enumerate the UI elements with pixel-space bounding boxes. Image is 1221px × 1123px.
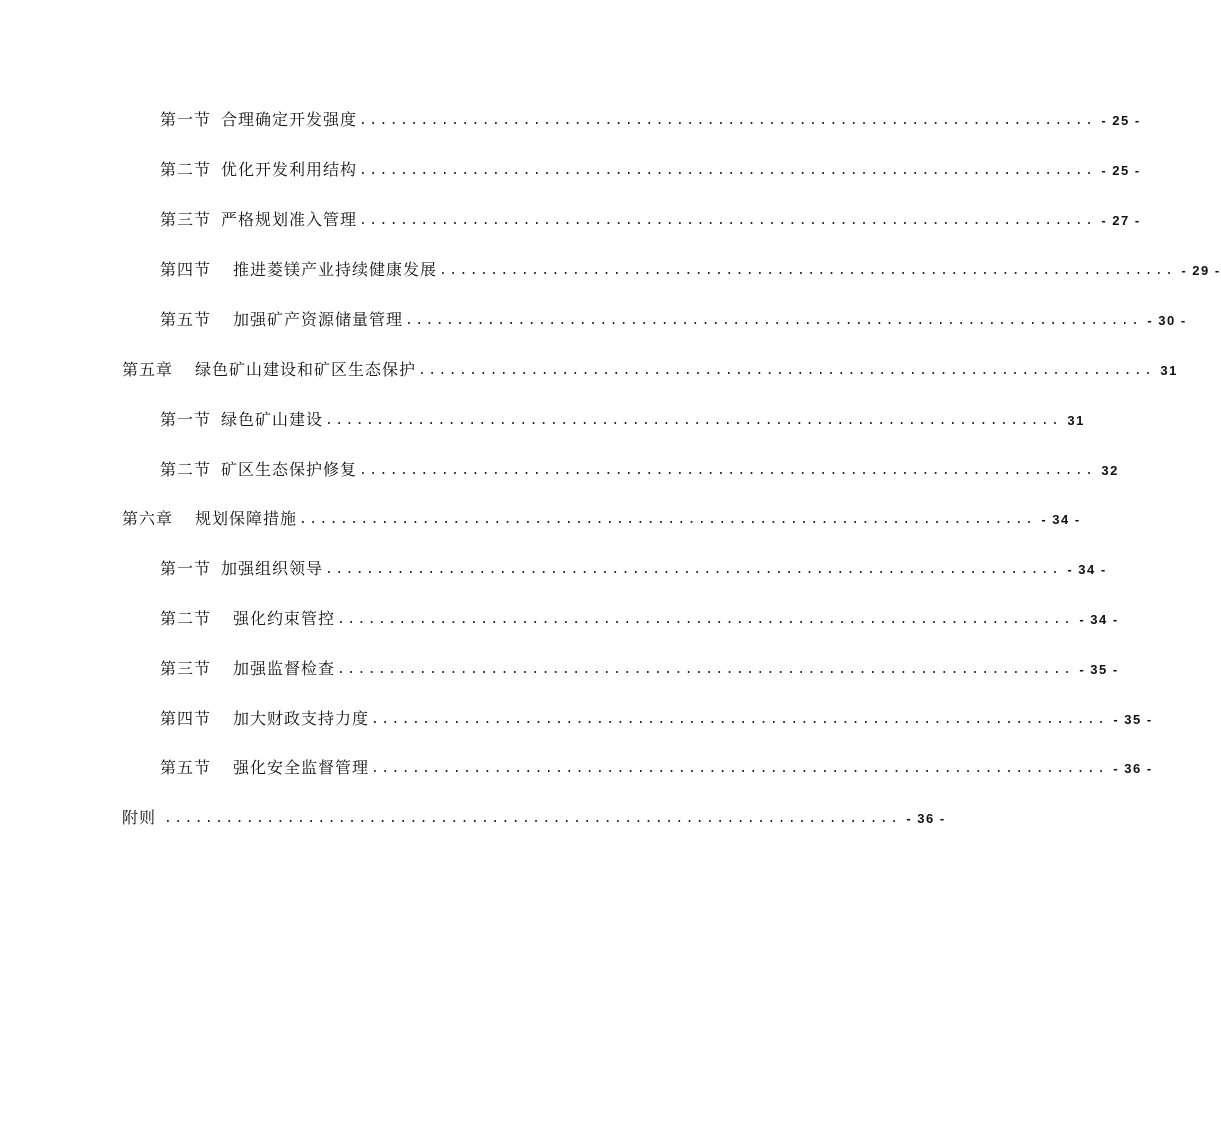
toc-entry[interactable]	[160, 106, 1141, 130]
entry-prefix: 第五节	[160, 310, 212, 329]
entry-prefix: 第二节	[160, 609, 212, 628]
toc-entry-chapter[interactable]	[122, 505, 1081, 529]
entry-label	[160, 609, 335, 629]
toc-entry[interactable]	[160, 456, 1119, 480]
toc-entry[interactable]	[160, 206, 1141, 230]
page-number: - 36 -	[1113, 761, 1153, 776]
page-number: 31	[1160, 363, 1178, 378]
dot-leader: ........................................................................	[325, 562, 1062, 577]
dot-leader: ........................................................................	[359, 163, 1096, 178]
dot-leader: ........................................................................	[405, 313, 1142, 328]
entry-prefix: 第四节	[160, 260, 212, 279]
toc-entry[interactable]	[160, 306, 1187, 330]
toc-entry[interactable]	[160, 256, 1221, 280]
entry-prefix: 第二节	[160, 460, 212, 479]
page-number: - 27 -	[1101, 213, 1141, 228]
entry-label	[160, 160, 357, 180]
entry-title: 推进菱镁产业持续健康发展	[233, 260, 438, 279]
toc-entry-chapter[interactable]	[122, 356, 1178, 380]
entry-title: 加强组织领导	[221, 559, 324, 578]
toc-entry[interactable]	[160, 655, 1119, 679]
entry-title: 加大财政支持力度	[233, 709, 370, 728]
entry-prefix: 第一节	[160, 559, 212, 578]
entry-label	[122, 808, 162, 828]
dot-leader: ........................................................................	[371, 712, 1108, 727]
entry-prefix: 第二节	[160, 160, 212, 179]
dot-leader: ........................................................................	[164, 811, 901, 826]
dot-leader: ........................................................................	[337, 612, 1074, 627]
toc-entry[interactable]	[160, 555, 1107, 579]
entry-label	[160, 410, 323, 430]
page-number: - 30 -	[1147, 313, 1187, 328]
entry-prefix: 第一节	[160, 410, 212, 429]
entry-title: 严格规划准入管理	[221, 210, 358, 229]
toc-entry-appendix[interactable]	[122, 804, 946, 828]
entry-title: 优化开发利用结构	[221, 160, 358, 179]
entry-title: 加强矿产资源储量管理	[233, 310, 404, 329]
entry-prefix: 第一节	[160, 110, 212, 129]
entry-label	[122, 360, 416, 380]
entry-prefix: 第四节	[160, 709, 212, 728]
dot-leader: ........................................................................	[359, 113, 1096, 128]
entry-title: 规划保障措施	[195, 509, 298, 528]
toc-entry[interactable]	[160, 705, 1153, 729]
toc-entry[interactable]	[160, 156, 1141, 180]
toc-entry[interactable]	[160, 605, 1119, 629]
entry-title: 强化安全监督管理	[233, 758, 370, 777]
page-number: - 29 -	[1181, 263, 1221, 278]
entry-prefix: 第五章	[122, 360, 174, 379]
page-number: - 35 -	[1113, 712, 1153, 727]
entry-title: 绿色矿山建设	[221, 410, 324, 429]
entry-label	[160, 110, 357, 130]
entry-title: 绿色矿山建设和矿区生态保护	[195, 360, 417, 379]
dot-leader: ........................................................................	[359, 463, 1096, 478]
toc-entry[interactable]	[160, 406, 1085, 430]
entry-label	[160, 659, 335, 679]
page-number: 31	[1067, 413, 1085, 428]
entry-label	[122, 509, 297, 529]
entry-label	[160, 758, 369, 778]
page-number: - 25 -	[1101, 113, 1141, 128]
dot-leader: ........................................................................	[299, 512, 1036, 527]
dot-leader: ........................................................................	[371, 761, 1108, 776]
entry-title: 合理确定开发强度	[221, 110, 358, 129]
page-number: - 34 -	[1067, 562, 1107, 577]
entry-label	[160, 559, 323, 579]
toc-entry[interactable]	[160, 754, 1153, 778]
entry-label	[160, 260, 437, 280]
entry-label	[160, 460, 357, 480]
entry-title: 加强监督检查	[233, 659, 336, 678]
entry-label	[160, 709, 369, 729]
dot-leader: ........................................................................	[359, 213, 1096, 228]
dot-leader: ........................................................................	[337, 662, 1074, 677]
page-number: - 35 -	[1079, 662, 1119, 677]
dot-leader: ........................................................................	[325, 413, 1062, 428]
dot-leader: ........................................................................	[418, 363, 1155, 378]
entry-label	[160, 310, 403, 330]
page-number: - 36 -	[906, 811, 946, 826]
dot-leader: ........................................................................	[439, 263, 1176, 278]
entry-prefix: 第六章	[122, 509, 174, 528]
page-number: 32	[1101, 463, 1119, 478]
entry-title: 矿区生态保护修复	[221, 460, 358, 479]
entry-prefix: 附则	[122, 808, 157, 827]
page-number: - 25 -	[1101, 163, 1141, 178]
entry-prefix: 第三节	[160, 210, 212, 229]
entry-prefix: 第五节	[160, 758, 212, 777]
entry-prefix: 第三节	[160, 659, 212, 678]
entry-title: 强化约束管控	[233, 609, 336, 628]
page-number: - 34 -	[1041, 512, 1081, 527]
entry-label	[160, 210, 357, 230]
page-number: - 34 -	[1079, 612, 1119, 627]
